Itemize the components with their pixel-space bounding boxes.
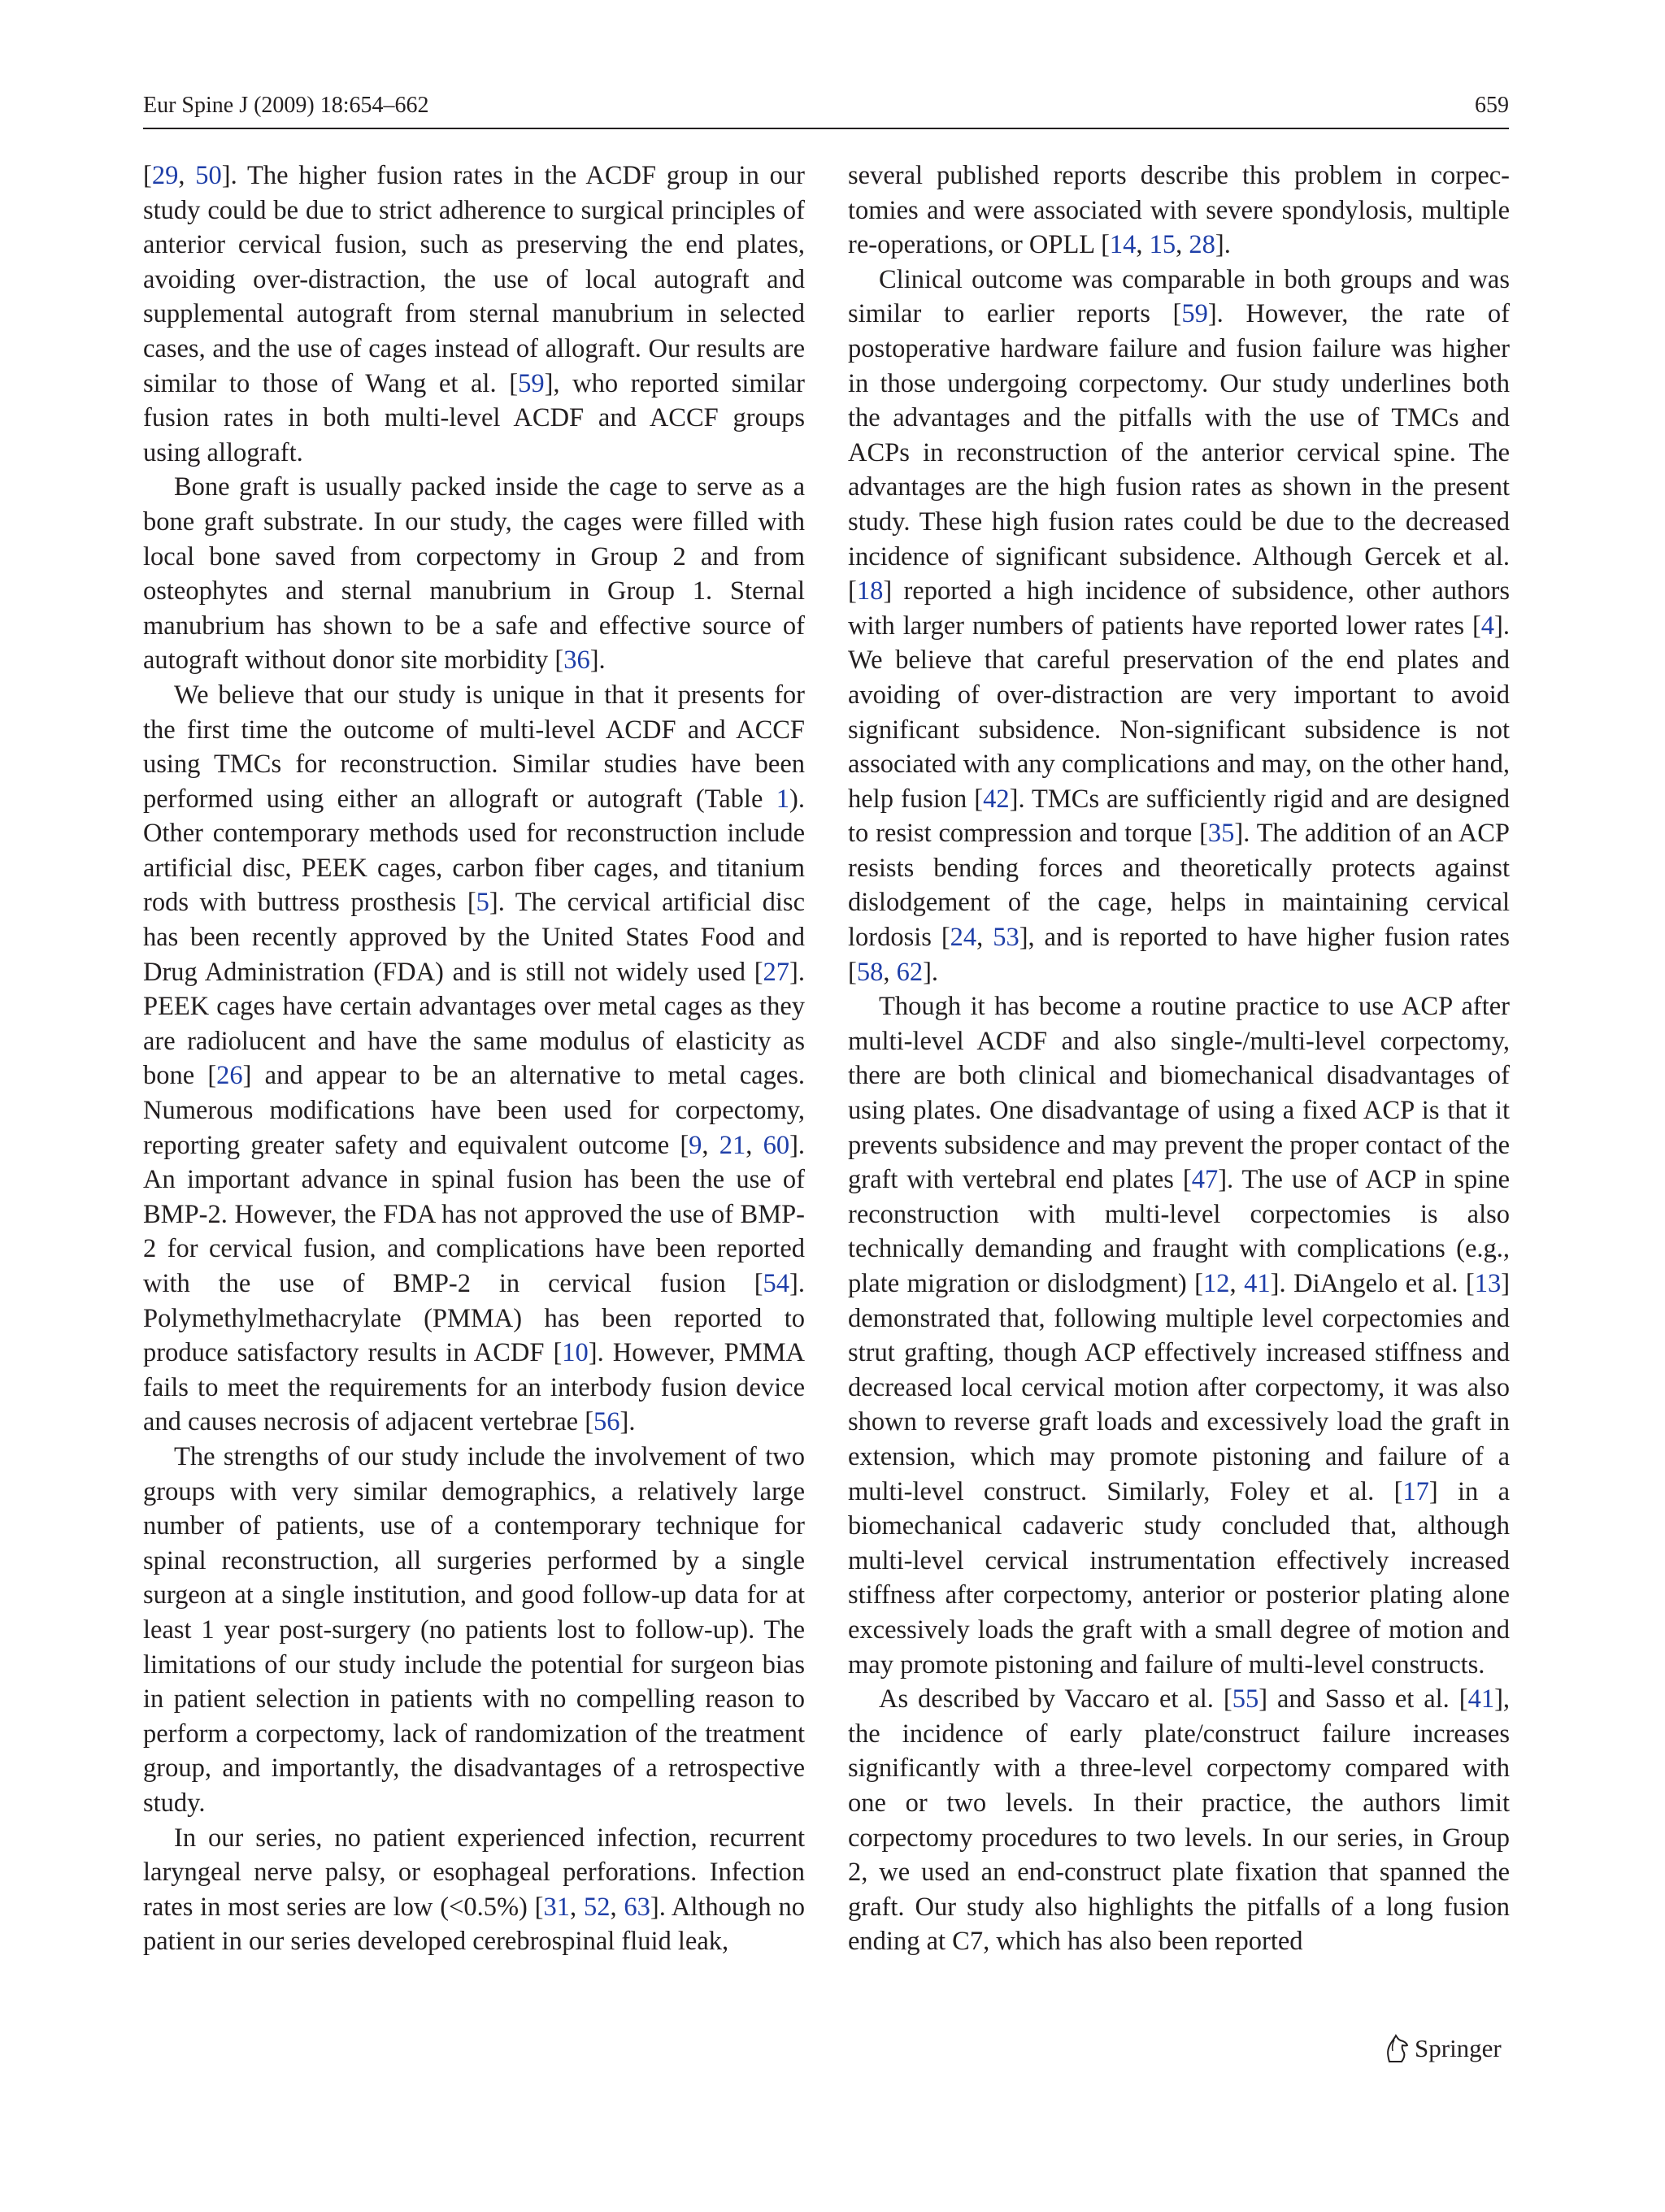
citation-link[interactable]: 9	[689, 1130, 702, 1160]
citation-link[interactable]: 31	[543, 1892, 571, 1922]
paragraph-text: Though it has become a routine practice to use ACP after multi-level ACDF and also single-/multi-level corpectomy, there are both clinical and biomechanical disadvantages of using plates. One disadvantage of using a fixed ACP is that it prevents subsidence and may prevent the proper contact of the graft with vertebral end plates [	[848, 992, 1510, 1195]
paragraph-text: ]. However, the rate of postoperative hardware failure and fusion failure was higher in those undergoing corpectomy. Our study underlines both the advantages and the pitfalls with the use of TMCs and ACPs in reconstruction of the anterior cervical spine. The advantages are the high fusion rates as shown in the present study. These high fusion rates could be due to the decreased incidence of significant subsidence. Although Gercek et al. [	[848, 299, 1510, 606]
citation-link[interactable]: 35	[1207, 819, 1235, 849]
paragraph-text: ,	[178, 161, 196, 190]
citation-link[interactable]: 59	[518, 368, 545, 398]
citation-link[interactable]: 60	[763, 1130, 790, 1160]
citation-link[interactable]: 18	[856, 576, 884, 606]
body-paragraph	[848, 263, 1510, 989]
journal-reference: Eur Spine J (2009) 18:654–662	[143, 93, 429, 118]
paragraph-text: ,	[570, 1892, 584, 1922]
paragraph-text: ]. Although no patient in our series developed cerebrospinal fluid leak,	[143, 1892, 806, 1957]
paragraph-text: ). Other contemporary methods used for reconstruction include artificial disc, PEEK cages, carbon fiber cages, and titanium rods with buttress prosthesis [	[143, 784, 805, 918]
citation-link[interactable]: 10	[562, 1338, 589, 1368]
paragraph-text: ]. DiAngelo et al. [	[1270, 1269, 1475, 1298]
citation-link[interactable]: 1	[776, 784, 790, 814]
header-rule	[143, 128, 1509, 129]
citation-link[interactable]: 54	[763, 1269, 790, 1298]
citation-link[interactable]: 52	[583, 1892, 611, 1922]
left-text-column	[143, 159, 805, 1959]
citation-link[interactable]: 53	[993, 923, 1019, 953]
body-paragraph	[143, 159, 805, 470]
paragraph-text: ,	[746, 1130, 763, 1160]
paragraph-text: As described by Vaccaro et al. [	[879, 1684, 1232, 1714]
publisher-logo	[1382, 2032, 1502, 2065]
body-paragraph	[143, 678, 805, 1440]
citation-link[interactable]: 41	[1467, 1684, 1495, 1714]
citation-link[interactable]: 42	[983, 784, 1010, 814]
paragraph-text: ,	[883, 957, 897, 987]
citation-link[interactable]: 15	[1149, 230, 1176, 260]
paragraph-text: Clinical outcome was comparable in both groups and was similar to earlier reports [	[848, 264, 1510, 329]
springer-horse-icon	[1382, 2033, 1410, 2064]
paragraph-text: ,	[702, 1130, 719, 1160]
citation-link[interactable]: 50	[195, 161, 222, 190]
paragraph-text: ]. However, PMMA fails to meet the requirements for an interbody fusion device and causes necrosis of adjacent vertebrae [	[143, 1338, 805, 1437]
citation-link[interactable]: 47	[1191, 1165, 1219, 1195]
paragraph-text: Bone graft is usually packed inside the cage to serve as a bone graft substrate. In our study, the cages were filled with local bone saved from corpectomy in Group 2 and from osteophytes and sternal manubrium in Group 1. Sternal manubrium has shown to be a safe and effective source of autograft without donor site morbidity [	[143, 472, 805, 676]
paragraph-text: In our series, no patient experienced infection, recurrent laryngeal nerve palsy, or esophageal perforations. Infection rates in most series are low (<0.5%) [	[143, 1823, 805, 1922]
paragraph-text: ]. Polymethylmethacrylate (PMMA) has been reported to produce satisfactory results in ACDF [	[143, 1269, 805, 1368]
publisher-name: Springer	[1415, 2034, 1502, 2062]
citation-link[interactable]: 4	[1480, 611, 1495, 641]
paragraph-text: ]. TMCs are sufficiently rigid and are designed to resist compression and torque [	[848, 784, 1510, 849]
page-number: 659	[1475, 93, 1509, 118]
citation-link[interactable]: 12	[1203, 1269, 1230, 1298]
paragraph-text: ]. We believe that careful preservation of the end plates and avoiding of over-distraction are very important to avoid significant subsidence. Non-significant subsidence is not associated with any complications and may, on the other hand, help fusion [	[848, 611, 1510, 814]
paragraph-text: ] and Sasso et al. [	[1259, 1684, 1468, 1714]
body-paragraph	[143, 1821, 805, 1959]
citation-link[interactable]: 17	[1402, 1476, 1429, 1506]
paragraph-text: ]. The addition of an ACP resists bending forces and theoretically protects against dislodgement of the cage, helps in maintaining cervical lordosis [	[848, 819, 1510, 953]
body-paragraph	[848, 1682, 1510, 1959]
citation-link[interactable]: 27	[763, 957, 790, 987]
paragraph-text: ]. An important advance in spinal fusion has been the use of BMP-2. However, the FDA has not approved the use of BMP-2 for cervical fusion, and complications have been reported with the use of BMP-2 in cervical fusion [	[143, 1130, 806, 1298]
citation-link[interactable]: 26	[216, 1061, 243, 1091]
paragraph-text: ,	[976, 923, 993, 953]
citation-link[interactable]: 56	[593, 1407, 620, 1437]
citation-link[interactable]: 62	[896, 957, 924, 987]
citation-link[interactable]: 36	[563, 645, 590, 676]
paragraph-text: ].	[619, 1407, 636, 1437]
citation-link[interactable]: 28	[1189, 230, 1215, 260]
paragraph-text: ].	[589, 645, 606, 676]
citation-link[interactable]: 55	[1232, 1684, 1259, 1714]
paragraph-text: ,	[1136, 230, 1150, 260]
citation-link[interactable]: 58	[856, 957, 884, 987]
body-paragraph	[848, 159, 1510, 263]
paragraph-text: ,	[1176, 230, 1189, 260]
paragraph-text: ]. The cervical artificial disc has been recently approved by the United States Food and Drug Administration (FDA) and is still not widely used [	[143, 888, 805, 987]
body-paragraph	[848, 989, 1510, 1682]
citation-link[interactable]: 29	[151, 161, 179, 190]
paragraph-text: We believe that our study is unique in that it presents for the first time the outcome of multi-level ACDF and ACCF using TMCs for reconstruction. Similar studies have been performed using either an allograft or autograft (Table	[143, 680, 805, 814]
paragraph-text: ]. The use of ACP in spine reconstruction with multi-level corpectomies is also technically demanding and fraught with complications (e.g., plate migration or dislodgment) [	[848, 1165, 1510, 1298]
paragraph-text: ].	[923, 957, 939, 987]
paragraph-text: ] reported a high incidence of subsidence, other authors with larger numbers of patients have reported lower rates [	[848, 576, 1510, 641]
citation-link[interactable]: 14	[1109, 230, 1137, 260]
paragraph-text: ]. PEEK cages have certain advantages over metal cages as they are radiolucent and have the same modulus of elasticity as bone [	[143, 957, 805, 1091]
paragraph-text: ], who reported similar fusion rates in both multi-level ACDF and ACCF groups using allograft.	[143, 368, 805, 467]
paragraph-text: [	[143, 161, 152, 190]
citation-link[interactable]: 59	[1181, 299, 1208, 329]
paragraph-text: ] demonstrated that, following multiple level corpectomies and strut grafting, though ACP effectively increased stiffness and decreased local cervical motion after corpectomy, it was also shown to reverse graft loads and excessively load the graft in extension, which may promote pistoning and failure of a multi-level construct. Similarly, Foley et al. [	[848, 1269, 1511, 1506]
paragraph-text: ] and appear to be an alternative to metal cages. Numerous modifications have been used for corpectomy, reporting greater safety and equivalent outcome [	[143, 1061, 806, 1160]
body-paragraph	[143, 1440, 805, 1821]
paragraph-text: ,	[610, 1892, 624, 1922]
paragraph-text: several published reports describe this problem in corpectomies and were associated with severe spondylosis, multiple re-operations, or OPLL [	[848, 161, 1510, 260]
citation-link[interactable]: 21	[719, 1130, 746, 1160]
citation-link[interactable]: 63	[624, 1892, 650, 1922]
citation-link[interactable]: 24	[950, 923, 977, 953]
paragraph-text: ]. The higher fusion rates in the ACDF group in our study could be due to strict adherence to surgical principles of anterior cervical fusion, such as preserving the end plates, avoiding over-distraction, the use of local autograft and supplemental autograft from sternal manubrium in selected cases, and the use of cages instead of allograft. Our results are similar to those of Wang et al. [	[143, 161, 806, 398]
paragraph-text: ].	[1215, 230, 1231, 260]
paragraph-text: ], and is reported to have higher fusion rates [	[848, 923, 1510, 987]
citation-link[interactable]: 5	[476, 888, 489, 918]
paragraph-text: ,	[1229, 1269, 1245, 1298]
right-text-column	[848, 159, 1510, 1959]
body-paragraph	[143, 470, 805, 678]
paragraph-text: ] in a biomechanical cadaveric study concluded that, although multi-level cervical instrumentation effectively increased stiffness after corpectomy, anterior or posterior plating alone excessively loads the graft with a small degree of motion and may promote pistoning and failure of multi-level constructs.	[848, 1476, 1510, 1680]
paragraph-text: ], the incidence of early plate/construct failure increases significantly with a three-level corpectomy compared with one or two levels. In their practice, the authors limit corpectomy procedures to two levels. In our series, in Group 2, we used an end-construct plate fixation that spanned the graft. Our study also highlights the pitfalls of a long fusion ending at C7, which has also been reported	[848, 1684, 1511, 1957]
paragraph-text: The strengths of our study include the involvement of two groups with very similar demographics, a relatively large number of patients, use of a contemporary technique for spinal reconstruction, all surgeries performed by a single surgeon at a single institution, and good follow-up data for at least 1 year post-surgery (no patients lost to follow-up). The limitations of our study include the potential for surgeon bias in patient selection in patients with no compelling reason to perform a corpectomy, lack of randomization of the treatment group, and importantly, the disadvantages of a retrospective study.	[143, 1441, 805, 1818]
citation-link[interactable]: 41	[1244, 1269, 1271, 1298]
citation-link[interactable]: 13	[1474, 1269, 1502, 1298]
